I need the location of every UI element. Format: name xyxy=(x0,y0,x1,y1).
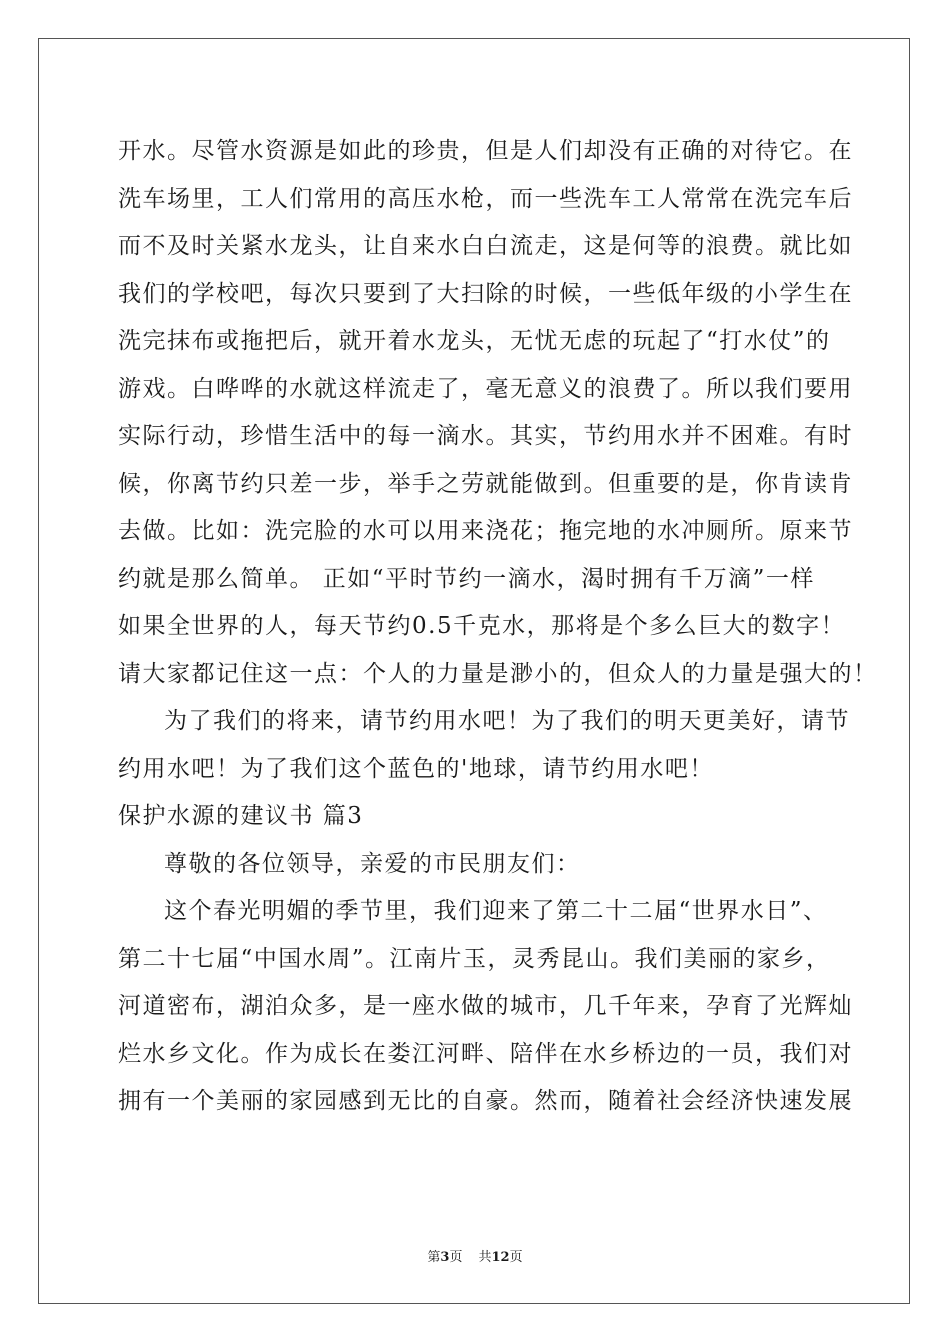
text-line: 如果全世界的人，每天节约0.5千克水，那将是个多么巨大的数字！ xyxy=(118,613,846,639)
total-suffix: 页 xyxy=(509,1250,523,1265)
text-line: 这个春光明媚的季节里，我们迎来了第二十二届“世界水日”、 xyxy=(164,898,828,924)
page-suffix: 页 xyxy=(449,1250,463,1265)
section-heading: 保护水源的建议书 篇3 xyxy=(118,803,364,829)
text-line: 约用水吧！为了我们这个蓝色的'地球，请节约用水吧！ xyxy=(118,755,714,782)
page-number: 3 xyxy=(440,1250,450,1265)
text-line: 第二十七届“中国水周”。江南片玉，灵秀昆山。我们美丽的家乡， xyxy=(118,945,831,972)
text-line: 河道密布，湖泊众多，是一座水做的城市，几千年来，孕育了光辉灿 xyxy=(118,993,853,1019)
text-line: 候，你离节约只差一步，举手之劳就能做到。但重要的是，你肯读肯 xyxy=(118,470,853,497)
total-prefix: 共 xyxy=(478,1250,492,1265)
text-line: 洗车场里，工人们常用的高压水枪，而一些洗车工人常常在洗完车后 xyxy=(118,185,853,212)
text-line: 实际行动，珍惜生活中的每一滴水。其实，节约用水并不困难。有时 xyxy=(118,423,853,449)
text-line: 开水。尽管水资源是如此的珍贵，但是人们却没有正确的对待它。在 xyxy=(118,138,853,164)
text-line: 拥有一个美丽的家园感到无比的自豪。然而，随着社会经济快速发展 xyxy=(118,1088,853,1114)
document-body xyxy=(118,128,878,1126)
page-footer xyxy=(0,1246,950,1265)
text-line: 去做。比如：洗完脸的水可以用来浇花；拖完地的水冲厕所。原来节 xyxy=(118,518,853,544)
text-line: 请大家都记住这一点：个人的力量是渺小的，但众人的力量是强大的！ xyxy=(118,660,878,687)
text-line: 我们的学校吧，每次只要到了大扫除的时候，一些低年级的小学生在 xyxy=(118,280,853,307)
text-line: 而不及时关紧水龙头，让自来水白白流走，这是何等的浪费。就比如 xyxy=(118,233,853,259)
text-line: 烂水乡文化。作为成长在娄江河畔、陪伴在水乡桥边的一员，我们对 xyxy=(118,1040,853,1067)
text-line: 洗完抹布或拖把后，就开着水龙头，无忧无虑的玩起了“打水仗”的 xyxy=(118,328,831,354)
text-line: 游戏。白哗哗的水就这样流走了，毫无意义的浪费了。所以我们要用 xyxy=(118,375,853,402)
text-line: 为了我们的将来，请节约用水吧！为了我们的明天更美好，请节 xyxy=(164,708,850,734)
text-line: 约就是那么简单。 正如“平时节约一滴水，渴时拥有千万滴”一样 xyxy=(118,565,815,592)
salutation: 尊敬的各位领导，亲爱的市民朋友们： xyxy=(164,850,581,877)
page-prefix: 第 xyxy=(427,1250,441,1265)
total-pages: 12 xyxy=(491,1250,510,1265)
